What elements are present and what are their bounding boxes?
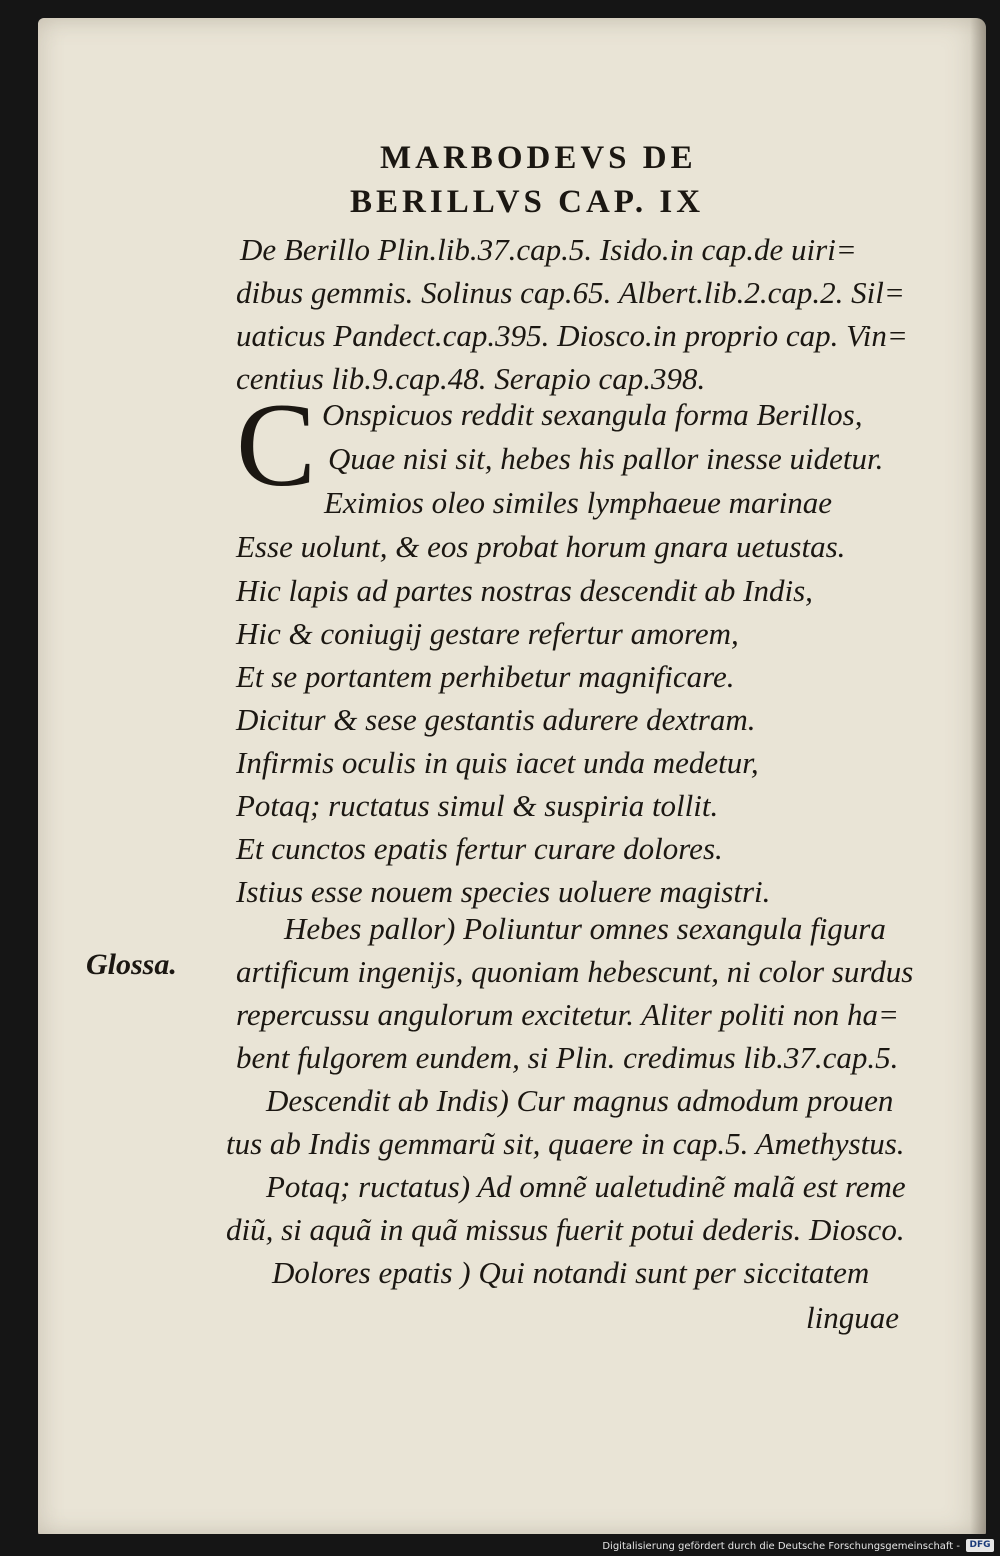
running-title: MARBODEVS DE [380, 140, 697, 176]
margin-note: Glossa. [86, 948, 177, 981]
poem-line: Potaq; ructatus simul & suspiria tollit. [236, 788, 719, 823]
gloss-line: Dolores epatis ) Qui notandi sunt per siccitatem [272, 1255, 870, 1290]
poem-line: Onspicuos reddit sexangula forma Berillos, [322, 397, 863, 432]
gloss-line: Descendit ab Indis) Cur magnus admodum prouen [266, 1083, 894, 1118]
funding-credit: Digitalisierung gefördert durch die Deutsche Forschungsgemeinschaft - [602, 1541, 960, 1552]
reference-line: uaticus Pandect.cap.395. Diosco.in proprio cap. Vin= [236, 318, 908, 353]
poem-line: Dicitur & sese gestantis adurere dextram. [236, 702, 756, 737]
reference-line: De Berillo Plin.lib.37.cap.5. Isido.in cap.de uiri= [240, 232, 857, 267]
gloss-line: bent fulgorem eundem, si Plin. credimus lib.37.cap.5. [236, 1040, 899, 1075]
poem-line: Esse uolunt, & eos probat horum gnara uetustas. [236, 529, 846, 564]
catchword: linguae [806, 1300, 899, 1335]
footer-bar [0, 1534, 1000, 1556]
poem-line: Istius esse nouem species uoluere magistri. [236, 874, 771, 909]
gloss-line: repercussu angulorum excitetur. Aliter politi non ha= [236, 997, 899, 1032]
poem-line: Eximios oleo similes lymphaeue marinae [324, 485, 832, 520]
page-spine-shadow [970, 18, 986, 1536]
poem-line: Hic lapis ad partes nostras descendit ab Indis, [236, 573, 813, 608]
chapter-heading: BERILLVS CAP. IX [350, 184, 705, 220]
gloss-line: artificum ingenijs, quoniam hebescunt, ni color surdus [236, 954, 914, 989]
gloss-line: Hebes pallor) Poliuntur omnes sexangula figura [284, 911, 886, 946]
gloss-line: tus ab Indis gemmarũ sit, quaere in cap.5. Amethystus. [226, 1126, 905, 1161]
dfg-logo-icon: DFG [966, 1539, 994, 1552]
poem-line: Infirmis oculis in quis iacet unda medetur, [236, 745, 759, 780]
gloss-line: Potaq; ructatus) Ad omnẽ ualetudinẽ malã est reme [266, 1169, 906, 1204]
reference-line: dibus gemmis. Solinus cap.65. Albert.lib.2.cap.2. Sil= [236, 275, 905, 310]
poem-line: Hic & coniugij gestare refertur amorem, [236, 616, 739, 651]
poem-line: Et se portantem perhibetur magnificare. [236, 659, 735, 694]
poem-line: Et cunctos epatis fertur curare dolores. [236, 831, 723, 866]
gloss-line: diũ, si aquã in quã missus fuerit potui dederis. Diosco. [226, 1212, 905, 1247]
poem-line: Quae nisi sit, hebes his pallor inesse uidetur. [328, 441, 884, 476]
reference-line: centius lib.9.cap.48. Serapio cap.398. [236, 361, 706, 396]
drop-cap: C [236, 378, 317, 511]
